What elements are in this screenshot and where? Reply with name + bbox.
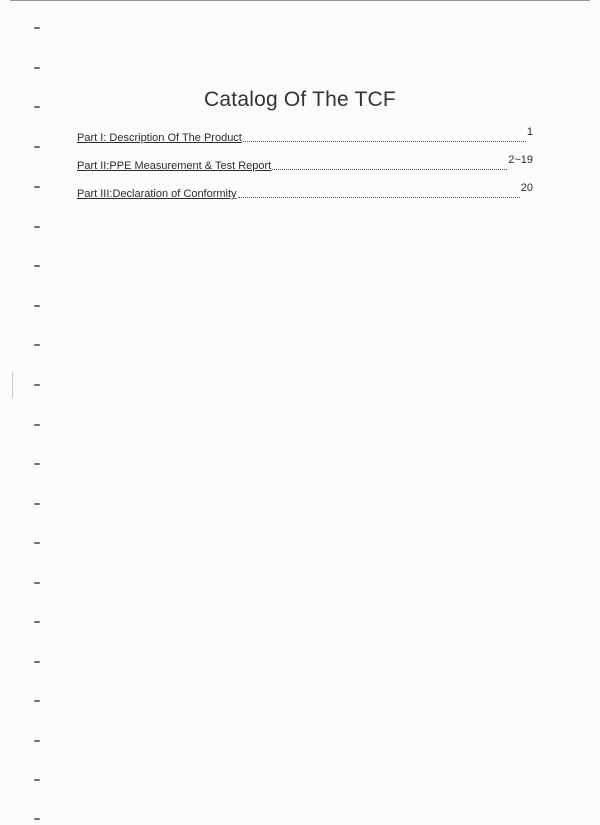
binding-mark <box>34 27 40 29</box>
toc-entry-page: 2~19 <box>508 154 533 166</box>
binding-mark <box>34 503 40 505</box>
binding-mark <box>34 582 40 584</box>
binding-mark <box>34 226 40 228</box>
toc-entry-label: Part III:Declaration of Conformity <box>77 188 237 200</box>
page-top-edge <box>10 0 590 1</box>
binding-mark <box>34 305 40 307</box>
toc-entry-page: 1 <box>526 126 533 138</box>
toc-leader-dots <box>272 168 507 170</box>
binding-mark <box>34 146 40 148</box>
toc-entry-page: 20 <box>520 182 533 194</box>
binding-mark <box>34 384 40 386</box>
page-title: Catalog Of The TCF <box>204 88 396 111</box>
binding-mark <box>34 621 40 623</box>
toc-leader-dots <box>238 196 520 198</box>
toc-entry-part-3 <box>77 180 533 200</box>
binding-mark <box>34 265 40 267</box>
binding-mark <box>34 661 40 663</box>
binding-mark <box>34 779 40 781</box>
binding-mark <box>34 344 40 346</box>
binding-mark <box>34 67 40 69</box>
binding-mark <box>34 818 40 820</box>
toc-leader-dots <box>243 140 526 142</box>
binding-mark <box>34 186 40 188</box>
toc-entry-part-2 <box>77 152 533 172</box>
binding-mark <box>34 542 40 544</box>
binding-mark <box>34 700 40 702</box>
page-edge-shadow <box>12 372 13 398</box>
toc-entry-part-1 <box>77 124 533 144</box>
binding-mark <box>34 740 40 742</box>
binding-mark <box>34 463 40 465</box>
binding-mark <box>34 424 40 426</box>
toc-entry-label: Part II:PPE Measurement & Test Report <box>77 160 272 172</box>
toc-entry-label: Part I: Description Of The Product <box>77 132 242 144</box>
